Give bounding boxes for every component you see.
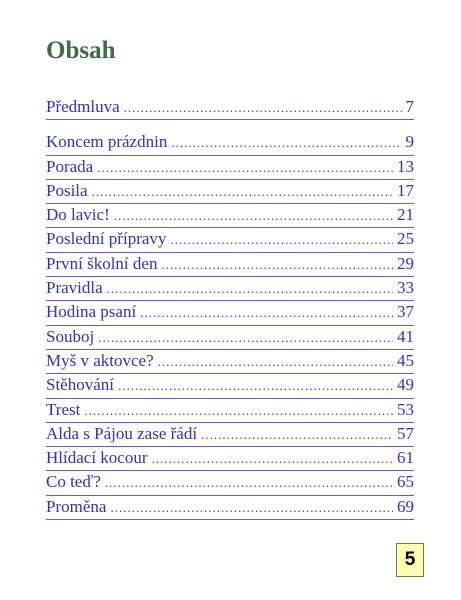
toc-entry-title: Předmluva xyxy=(46,97,120,116)
toc-entry-title: Poslední přípravy xyxy=(46,229,167,249)
toc-entry-title: Co teď? xyxy=(46,472,101,492)
toc-entry-page: 17 xyxy=(397,180,414,200)
dot-leader xyxy=(158,351,393,373)
dot-leader xyxy=(201,424,393,446)
dot-leader xyxy=(97,157,393,179)
toc-entry-predmluva[interactable] xyxy=(46,96,414,120)
toc-entry-page: 13 xyxy=(397,156,414,176)
toc-entry-title: Koncem prázdnin xyxy=(46,132,168,152)
table-of-contents xyxy=(46,96,414,520)
toc-entry-co-ted[interactable] xyxy=(46,471,414,495)
toc-entry-koncem-prazdnin[interactable] xyxy=(46,131,414,155)
toc-entry-souboj[interactable] xyxy=(46,326,414,350)
dot-leader xyxy=(140,302,393,324)
toc-entry-trest[interactable] xyxy=(46,399,414,423)
dot-leader xyxy=(92,181,393,203)
toc-entry-title: Pravidla xyxy=(46,278,103,298)
toc-entry-page: 21 xyxy=(397,205,414,225)
page-number-badge: 5 xyxy=(396,543,424,577)
toc-entry-title: Souboj xyxy=(46,326,95,346)
page-title: Obsah xyxy=(46,37,116,64)
toc-entry-stehovani[interactable] xyxy=(46,374,414,398)
toc-entry-title: Porada xyxy=(46,156,94,176)
toc-entry-page: 45 xyxy=(397,350,414,370)
toc-entry-page: 53 xyxy=(397,399,414,419)
toc-entry-promena[interactable] xyxy=(46,496,414,520)
toc-entry-title: Stěhování xyxy=(46,375,114,395)
toc-entry-page: 61 xyxy=(397,448,414,468)
dot-leader xyxy=(152,448,394,470)
toc-entry-page: 65 xyxy=(397,472,414,492)
dot-leader xyxy=(118,375,393,397)
toc-entry-page: 41 xyxy=(397,326,414,346)
toc-entry-title: Myš v aktovce? xyxy=(46,350,154,370)
toc-entry-page: 57 xyxy=(397,423,414,443)
dot-leader xyxy=(161,254,393,276)
toc-entry-page: 37 xyxy=(397,302,414,322)
toc-entry-title: Proměna xyxy=(46,496,107,516)
dot-leader xyxy=(105,472,393,494)
toc-entry-title: Do lavic! xyxy=(46,205,110,225)
toc-entry-do-lavic[interactable] xyxy=(46,204,414,228)
toc-entry-prvni-skolni-den[interactable] xyxy=(46,253,414,277)
toc-entry-posila[interactable] xyxy=(46,180,414,204)
dot-leader xyxy=(110,497,393,519)
toc-entry-title: Alda s Pájou zase řádí xyxy=(46,423,198,443)
toc-entry-mys-v-aktovce[interactable] xyxy=(46,350,414,374)
toc-entry-title: Hlídací kocour xyxy=(46,448,148,468)
toc-entry-page: 33 xyxy=(397,278,414,298)
toc-entry-posledni-pripravy[interactable] xyxy=(46,228,414,252)
toc-entry-hodina-psani[interactable] xyxy=(46,301,414,325)
toc-entry-page: 9 xyxy=(405,132,414,152)
dot-leader xyxy=(171,132,401,154)
dot-leader xyxy=(124,97,402,119)
toc-entry-page: 25 xyxy=(397,229,414,249)
toc-entry-hlidaci-kocour[interactable] xyxy=(46,447,414,471)
dot-leader xyxy=(107,278,393,300)
toc-entry-page: 29 xyxy=(397,253,414,273)
toc-entry-title: Hodina psaní xyxy=(46,302,137,322)
toc-entry-page: 69 xyxy=(397,496,414,516)
dot-leader xyxy=(84,400,393,422)
dot-leader xyxy=(170,229,393,251)
toc-entry-title: Trest xyxy=(46,399,81,419)
toc-entry-title: Posila xyxy=(46,180,88,200)
dot-leader xyxy=(98,327,393,349)
toc-entry-page: 49 xyxy=(397,375,414,395)
toc-entry-page: 7 xyxy=(405,97,414,116)
toc-entry-alda-s-pajou[interactable] xyxy=(46,423,414,447)
toc-entry-pravidla[interactable] xyxy=(46,277,414,301)
toc-entry-title: První školní den xyxy=(46,253,158,273)
dot-leader xyxy=(114,205,393,227)
toc-entry-porada[interactable] xyxy=(46,156,414,180)
